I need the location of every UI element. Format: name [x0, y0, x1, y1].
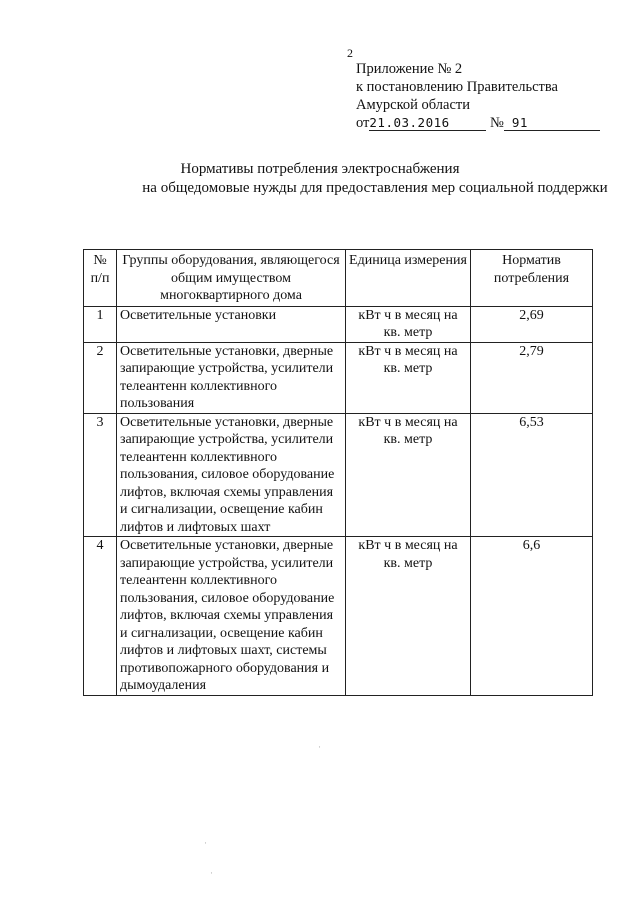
table-row — [84, 537, 593, 696]
appendix-date-line — [356, 114, 600, 132]
table-row — [84, 342, 593, 413]
title-line-2: на общедомовые нужды для предоставления мер социальной поддержки — [142, 180, 608, 196]
scan-speck: · — [204, 838, 207, 848]
row-unit: кВт ч в месяц на кв. метр — [346, 537, 471, 696]
table-row — [84, 306, 593, 342]
number-label: № — [490, 115, 504, 131]
row-number: 4 — [84, 537, 117, 696]
header-num: № п/п — [84, 250, 117, 307]
document-title — [0, 160, 640, 198]
row-unit: кВт ч в месяц на кв. метр — [346, 413, 471, 537]
header-norm: Норматив потребления — [471, 250, 593, 307]
appendix-region: Амурской области — [356, 97, 470, 113]
row-number: 2 — [84, 342, 117, 413]
appendix-resolution: к постановлению Правительства — [356, 79, 558, 95]
row-number: 1 — [84, 306, 117, 342]
appendix-title: Приложение № 2 — [356, 61, 463, 77]
row-norm: 6,6 — [471, 537, 593, 696]
row-group: Осветительные установки, дверные запирающие устройства, усилители телеантенн коллективного пользования, силовое оборудование лифтов, включая схемы управления и сигнализации, освещение кабин лифтов и лифтовых шахт — [117, 413, 346, 537]
row-norm: 6,53 — [471, 413, 593, 537]
table-header-row — [84, 250, 593, 307]
scan-speck: · — [318, 742, 321, 752]
page-number: 2 — [347, 46, 353, 60]
appendix-block — [356, 60, 600, 132]
from-label: от — [356, 115, 370, 131]
norms-table — [83, 249, 593, 696]
header-unit: Единица измерения — [346, 250, 471, 307]
row-norm: 2,79 — [471, 342, 593, 413]
header-group: Группы оборудования, являющегося общим имуществом многоквартирного дома — [117, 250, 346, 307]
resolution-date: 21.03.2016 — [369, 116, 486, 131]
resolution-number: 91 — [504, 116, 600, 131]
row-number: 3 — [84, 413, 117, 537]
table-row — [84, 413, 593, 537]
scan-speck: · — [210, 868, 213, 878]
title-line-1: Нормативы потребления электроснабжения — [180, 161, 460, 177]
row-group: Осветительные установки — [117, 306, 346, 342]
row-unit: кВт ч в месяц на кв. метр — [346, 342, 471, 413]
row-unit: кВт ч в месяц на кв. метр — [346, 306, 471, 342]
row-group: Осветительные установки, дверные запирающие устройства, усилители телеантенн коллективного пользования, силовое оборудование лифтов, включая схемы управления и сигнализации, освещение кабин лифтов и лифтовых шахт, системы противопожарного оборудования и дымоудаления — [117, 537, 346, 696]
row-norm: 2,69 — [471, 306, 593, 342]
row-group: Осветительные установки, дверные запирающие устройства, усилители телеантенн коллективного пользования — [117, 342, 346, 413]
